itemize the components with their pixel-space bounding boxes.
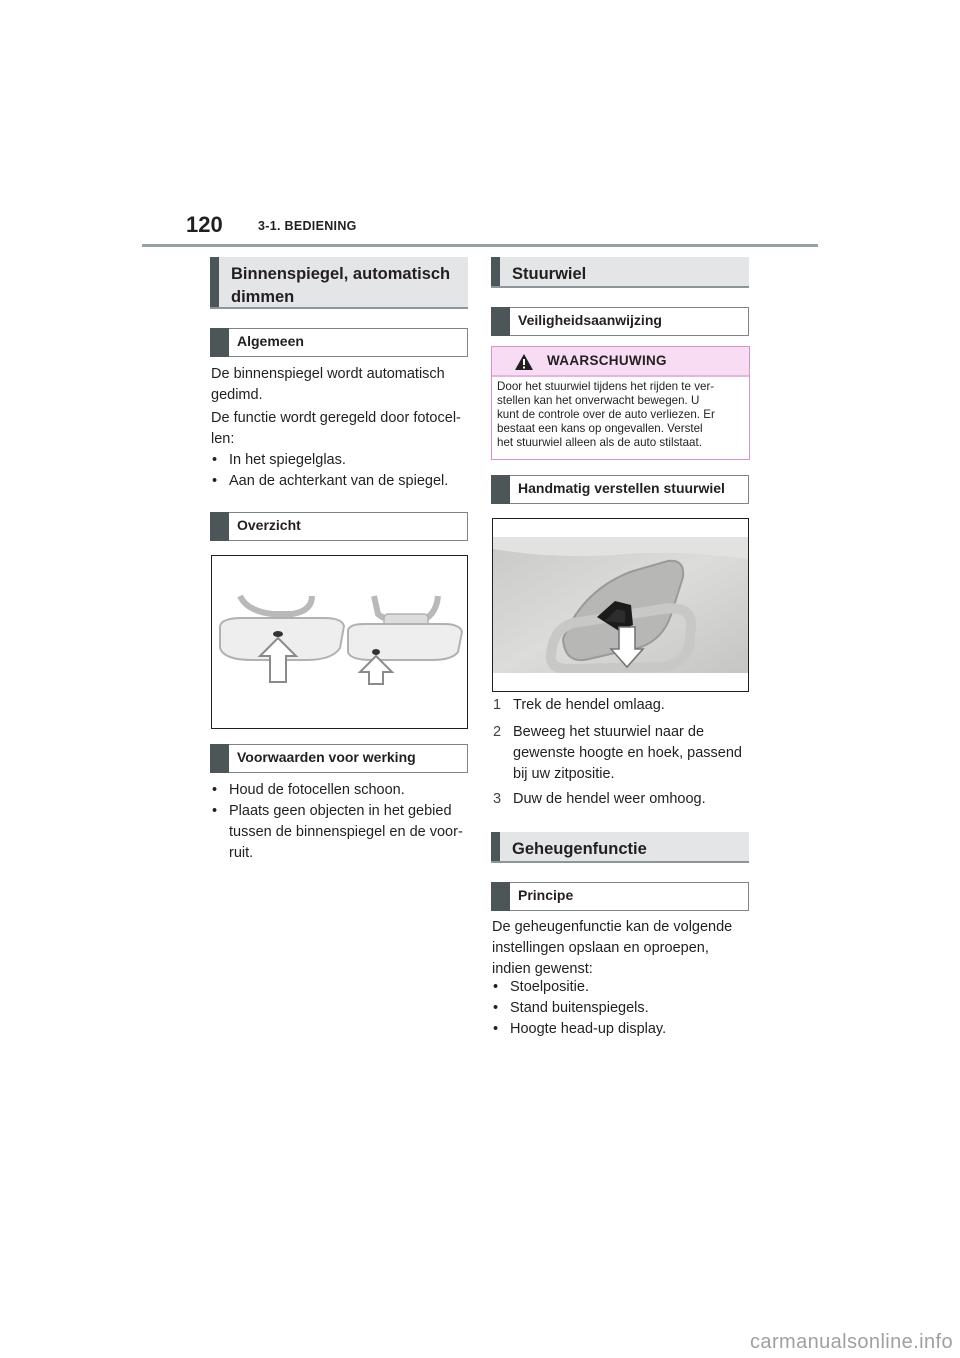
mirror-illustration bbox=[212, 556, 467, 728]
step-line: Duw de hendel weer omhoog. bbox=[513, 791, 706, 807]
list-item-text: Hoogte head-up display. bbox=[510, 1021, 667, 1037]
mirror-overview-figure bbox=[211, 555, 468, 729]
list-item-line: Plaats geen objecten in het gebied bbox=[229, 803, 452, 819]
subheading-label: Overzicht bbox=[237, 517, 301, 533]
step-line: Beweeg het stuurwiel naar de bbox=[513, 724, 705, 740]
subheading-label: Algemeen bbox=[237, 333, 304, 349]
step-number: 2 bbox=[493, 724, 502, 740]
subheading-voorwaarden bbox=[210, 744, 468, 773]
subheading-handmatig bbox=[491, 475, 749, 504]
section-title-line1: Binnenspiegel, automatisch bbox=[231, 265, 451, 283]
paragraph-line: gedimd. bbox=[211, 387, 263, 403]
section-title-line2: dimmen bbox=[231, 288, 295, 306]
subheading-label: Handmatig verstellen stuurwiel bbox=[518, 480, 725, 496]
warning-text bbox=[497, 380, 715, 450]
warning-line: stellen kan het onverwacht bewegen. U bbox=[497, 394, 700, 407]
warning-line: het stuurwiel alleen als de auto stilstaat. bbox=[497, 436, 702, 449]
step-number: 3 bbox=[493, 791, 502, 807]
list-item-text bbox=[229, 801, 463, 864]
paragraph-line: De functie wordt geregeld door fotocel- bbox=[211, 410, 461, 426]
warning-line: kunt de controle over de auto verliezen. Er bbox=[497, 408, 715, 421]
warning-triangle-icon bbox=[514, 353, 534, 371]
subheading-principe bbox=[491, 882, 749, 911]
paragraph-line: instellingen opslaan en oproepen, bbox=[492, 940, 709, 956]
paragraph-line: De geheugenfunctie kan de volgende bbox=[492, 919, 733, 935]
paragraph-memory bbox=[492, 917, 732, 980]
list-item-text: Aan de achterkant van de spiegel. bbox=[229, 473, 449, 489]
list-item-line: tussen de binnenspiegel en de voor- bbox=[229, 824, 463, 840]
warning-title: WAARSCHUWING bbox=[547, 353, 667, 368]
section-label: 3-1. BEDIENING bbox=[258, 219, 357, 233]
paragraph-line: len: bbox=[211, 431, 235, 447]
step-line: bij uw zitpositie. bbox=[513, 766, 615, 782]
section-title-line: Stuurwiel bbox=[512, 265, 587, 283]
photocell-dot-back bbox=[372, 649, 380, 655]
warning-box bbox=[491, 346, 750, 460]
page-number: 120 bbox=[186, 212, 223, 237]
steering-column-illustration bbox=[493, 519, 748, 691]
warning-line: bestaat een kans op ongevallen. Verstel bbox=[497, 422, 703, 435]
warning-line: Door het stuurwiel tijdens het rijden te ver- bbox=[497, 380, 715, 393]
header-rule bbox=[142, 244, 818, 247]
step-line: gewenste hoogte en hoek, passend bbox=[513, 745, 742, 761]
watermark: carmanualsonline.info bbox=[750, 1331, 953, 1353]
section-title-geheugenfunctie bbox=[491, 832, 749, 863]
step-number: 1 bbox=[493, 697, 502, 713]
subheading-label: Veiligheidsaanwijzing bbox=[518, 312, 662, 328]
subheading-veiligheid bbox=[491, 307, 749, 336]
section-title-line: Geheugenfunctie bbox=[512, 840, 647, 858]
subheading-algemeen bbox=[210, 328, 468, 357]
list-item-text: Stand buitenspiegels. bbox=[510, 1000, 649, 1016]
list-item-text: Houd de fotocellen schoon. bbox=[229, 782, 405, 798]
paragraph-line: indien gewenst: bbox=[492, 961, 593, 977]
steering-lever-figure bbox=[492, 518, 749, 692]
paragraph-dimmed bbox=[211, 364, 445, 406]
subheading-overzicht bbox=[210, 512, 468, 541]
photocell-dot-front bbox=[273, 631, 283, 637]
list-item-text: Stoelpositie. bbox=[510, 979, 589, 995]
list-item-line: ruit. bbox=[229, 845, 254, 861]
section-title-binnenspiegel bbox=[210, 257, 468, 309]
subheading-label: Voorwaarden voor werking bbox=[237, 749, 416, 765]
paragraph-photocells bbox=[211, 408, 461, 450]
paragraph-line: De binnenspiegel wordt automatisch bbox=[211, 366, 445, 382]
step-line: Trek de hendel omlaag. bbox=[513, 697, 665, 713]
section-title-stuurwiel bbox=[491, 257, 749, 288]
list-item-text: In het spiegelglas. bbox=[229, 452, 346, 468]
subheading-label: Principe bbox=[518, 887, 574, 903]
